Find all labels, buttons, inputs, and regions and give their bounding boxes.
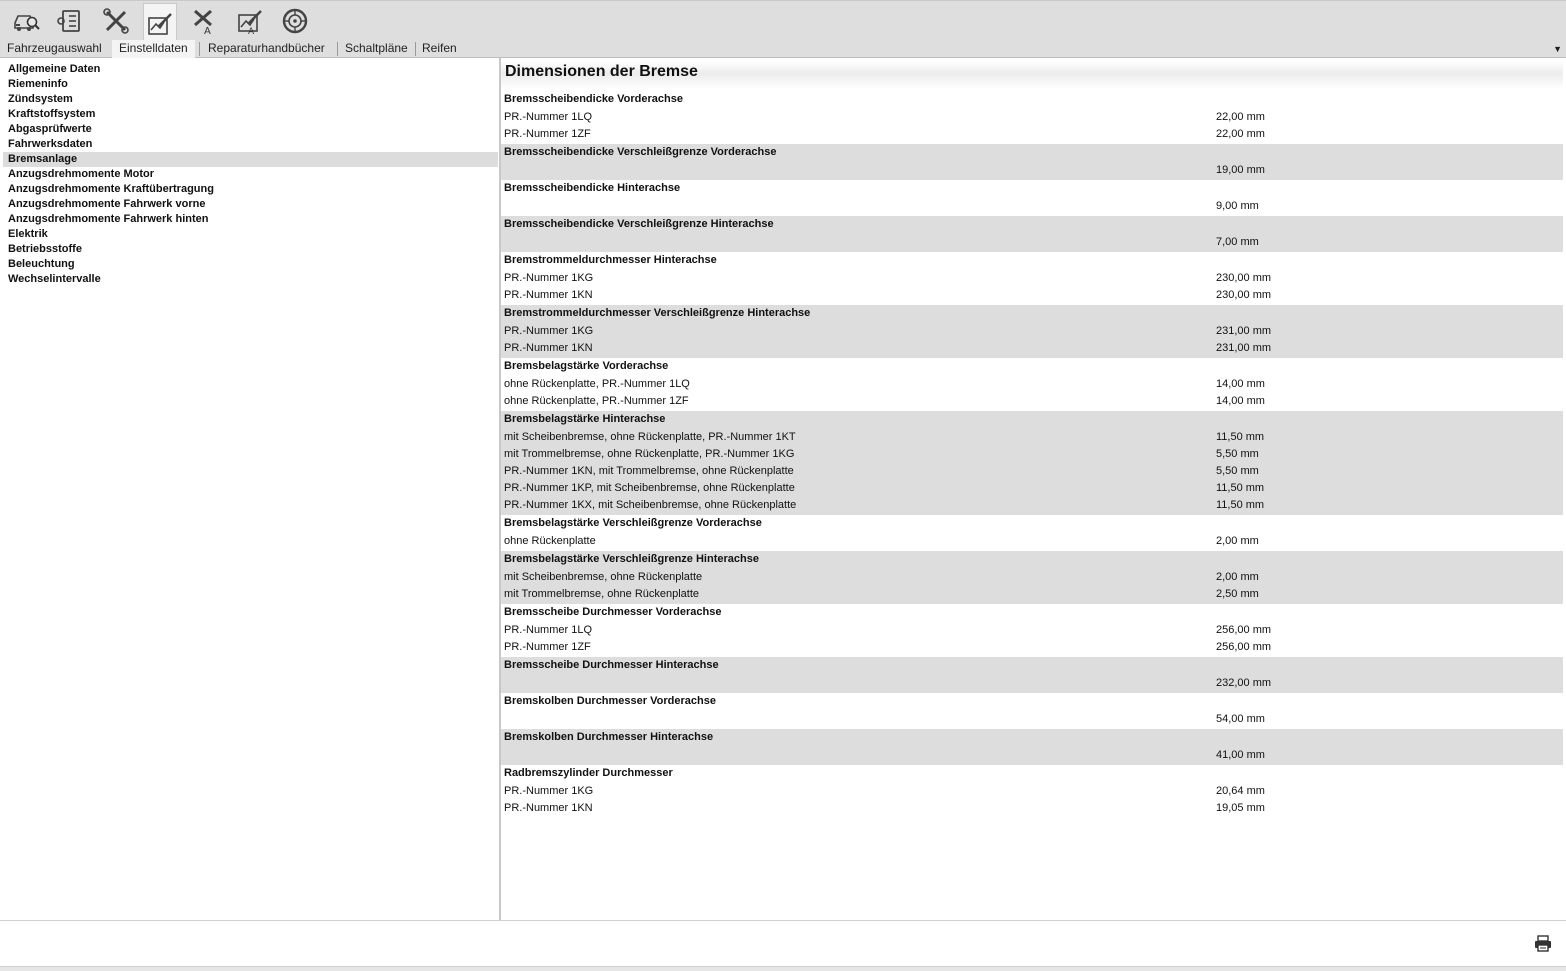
tab-schaltplaene[interactable]: Schaltpläne <box>345 41 408 55</box>
nav-item-anzugsdrehmomente-motor[interactable]: Anzugsdrehmomente Motor <box>8 168 155 180</box>
row-label: ohne Rückenplatte <box>504 535 596 547</box>
nav-item-elektrik[interactable]: Elektrik <box>8 228 48 240</box>
row-label: mit Scheibenbremse, ohne Rückenplatte <box>504 571 703 583</box>
nav-item-fahrwerksdaten[interactable]: Fahrwerksdaten <box>8 138 93 150</box>
row-value: 41,00 mm <box>1216 749 1265 761</box>
row-value: 7,00 mm <box>1216 236 1259 248</box>
group-title: Bremstrommeldurchmesser Hinterachse <box>504 254 717 266</box>
spec-group <box>501 729 1563 765</box>
tools-manual-button[interactable] <box>188 3 222 39</box>
status-strip <box>0 966 1566 971</box>
spec-group <box>501 515 1563 551</box>
group-title: Bremstrommeldurchmesser Verschleißgrenze Hinterachse <box>504 307 811 319</box>
spec-group <box>501 305 1563 358</box>
group-title: Bremsscheibe Durchmesser Hinterachse <box>504 659 719 671</box>
footer-bar <box>0 920 1566 968</box>
row-value: 231,00 mm <box>1216 342 1272 354</box>
row-label: ohne Rückenplatte, PR.-Nummer 1LQ <box>504 378 690 390</box>
row-value: 54,00 mm <box>1216 713 1265 725</box>
tools-icon <box>101 7 131 35</box>
row-label: PR.-Nummer 1KN <box>504 342 593 354</box>
nav-item-zuendsystem[interactable]: Zündsystem <box>8 93 73 105</box>
tab-einstelldaten[interactable]: Einstelldaten <box>112 40 195 58</box>
spec-group <box>501 180 1563 216</box>
wiring-diagram-button[interactable] <box>233 3 267 39</box>
spec-group <box>501 216 1563 252</box>
row-value: 19,00 mm <box>1216 164 1265 176</box>
row-label: mit Scheibenbremse, ohne Rückenplatte, PR.-Nummer 1KT <box>504 431 796 443</box>
row-label: PR.-Nummer 1LQ <box>504 111 593 123</box>
category-navigation <box>0 58 501 920</box>
group-title: Bremsbelagstärke Vorderachse <box>504 360 669 372</box>
row-value: 232,00 mm <box>1216 677 1272 689</box>
document-list-button[interactable] <box>53 3 87 39</box>
row-label: PR.-Nummer 1KG <box>504 325 594 337</box>
spec-group <box>501 765 1563 818</box>
tab-reparaturhandbuecher[interactable]: Reparaturhandbücher <box>208 41 325 55</box>
nav-item-beleuchtung[interactable]: Beleuchtung <box>8 258 75 270</box>
row-value: 230,00 mm <box>1216 272 1272 284</box>
row-value: 2,00 mm <box>1216 571 1259 583</box>
nav-item-allgemeine-daten[interactable]: Allgemeine Daten <box>8 63 101 75</box>
nav-item-anzugsdrehmomente-fahrwerk-vorne[interactable]: Anzugsdrehmomente Fahrwerk vorne <box>8 198 206 210</box>
group-title: Bremsbelagstärke Verschleißgrenze Vorderachse <box>504 517 762 529</box>
row-label: PR.-Nummer 1KX, mit Scheibenbremse, ohne Rückenplatte <box>504 499 797 511</box>
row-value: 9,00 mm <box>1216 200 1259 212</box>
print-button[interactable] <box>1534 935 1552 955</box>
row-label: ohne Rückenplatte, PR.-Nummer 1ZF <box>504 395 689 407</box>
nav-item-bremsanlage[interactable]: Bremsanlage <box>3 152 498 167</box>
row-value: 5,50 mm <box>1216 448 1259 460</box>
row-label: PR.-Nummer 1KG <box>504 272 594 284</box>
group-title: Bremsbelagstärke Verschleißgrenze Hinterachse <box>504 553 759 565</box>
wiring-diagram-icon <box>235 7 265 35</box>
row-label: PR.-Nummer 1KN <box>504 289 593 301</box>
tab-separator <box>199 42 200 56</box>
row-label: PR.-Nummer 1KP, mit Scheibenbremse, ohne Rückenplatte <box>504 482 795 494</box>
spec-group <box>501 358 1563 411</box>
row-value: 11,50 mm <box>1216 499 1265 511</box>
vehicle-search-icon <box>11 7 41 35</box>
nav-item-kraftstoffsystem[interactable]: Kraftstoffsystem <box>8 108 96 120</box>
spec-group <box>501 604 1563 657</box>
tools-button[interactable] <box>99 3 133 39</box>
tools-manual-icon <box>190 7 220 35</box>
spec-group <box>501 144 1563 180</box>
row-value: 19,05 mm <box>1216 802 1265 814</box>
row-value: 14,00 mm <box>1216 378 1265 390</box>
row-value: 256,00 mm <box>1216 641 1272 653</box>
row-value: 11,50 mm <box>1216 482 1265 494</box>
group-title: Bremsbelagstärke Hinterachse <box>504 413 666 425</box>
group-title: Bremsscheibendicke Verschleißgrenze Vorderachse <box>504 146 777 158</box>
row-label: PR.-Nummer 1KG <box>504 785 594 797</box>
svg-text:A: A <box>204 26 211 35</box>
row-value: 2,50 mm <box>1216 588 1259 600</box>
row-value: 2,00 mm <box>1216 535 1259 547</box>
nav-item-wechselintervalle[interactable]: Wechselintervalle <box>8 273 101 285</box>
group-title: Bremsscheibendicke Hinterachse <box>504 182 681 194</box>
group-title: Radbremszylinder Durchmesser <box>504 767 673 779</box>
spec-group <box>501 411 1563 515</box>
row-value: 20,64 mm <box>1216 785 1265 797</box>
page-title: Dimensionen der Bremse <box>501 61 1563 89</box>
nav-item-betriebsstoffe[interactable]: Betriebsstoffe <box>8 243 82 255</box>
tab-fahrzeugauswahl[interactable]: Fahrzeugauswahl <box>7 41 102 55</box>
spec-group <box>501 693 1563 729</box>
module-tabs <box>0 40 1566 58</box>
group-title: Bremsscheibendicke Vorderachse <box>504 93 683 105</box>
main-toolbar <box>0 0 1566 42</box>
row-label: PR.-Nummer 1KN <box>504 802 593 814</box>
group-title: Bremskolben Durchmesser Vorderachse <box>504 695 716 707</box>
wheel-button[interactable] <box>278 3 312 39</box>
adjustment-data-icon <box>145 10 175 38</box>
document-list-icon <box>55 7 85 35</box>
row-value: 14,00 mm <box>1216 395 1265 407</box>
row-label: PR.-Nummer 1KN, mit Trommelbremse, ohne Rückenplatte <box>504 465 794 477</box>
row-label: PR.-Nummer 1LQ <box>504 624 593 636</box>
row-value: 22,00 mm <box>1216 111 1265 123</box>
group-title: Bremskolben Durchmesser Hinterachse <box>504 731 714 743</box>
row-label: mit Trommelbremse, ohne Rückenplatte, PR.-Nummer 1KG <box>504 448 795 460</box>
spec-group <box>501 252 1563 305</box>
content-panel <box>501 58 1566 920</box>
row-value: 230,00 mm <box>1216 289 1272 301</box>
adjustment-data-button[interactable] <box>143 3 177 43</box>
nav-item-abgaspruefwerte[interactable]: Abgasprüfwerte <box>8 123 92 135</box>
spec-group <box>501 657 1563 693</box>
tab-reifen[interactable]: Reifen <box>422 41 457 55</box>
nav-item-riemeninfo[interactable]: Riemeninfo <box>8 78 68 90</box>
tabs-overflow-icon[interactable]: ▼ <box>1553 44 1562 54</box>
vehicle-search-button[interactable] <box>9 3 43 39</box>
row-value: 11,50 mm <box>1216 431 1265 443</box>
row-value: 256,00 mm <box>1216 624 1272 636</box>
printer-icon <box>1534 935 1552 952</box>
row-value: 22,00 mm <box>1216 128 1265 140</box>
wheel-icon <box>280 7 310 35</box>
row-label: mit Trommelbremse, ohne Rückenplatte <box>504 588 700 600</box>
row-value: 231,00 mm <box>1216 325 1272 337</box>
nav-item-anzugsdrehmomente-kraftuebertragung[interactable]: Anzugsdrehmomente Kraftübertragung <box>8 183 214 195</box>
row-value: 5,50 mm <box>1216 465 1259 477</box>
group-title: Bremsscheibendicke Verschleißgrenze Hinterachse <box>504 218 774 230</box>
row-label: PR.-Nummer 1ZF <box>504 128 591 140</box>
spec-group <box>501 91 1563 144</box>
svg-text:A: A <box>248 27 255 35</box>
nav-item-anzugsdrehmomente-fahrwerk-hinten[interactable]: Anzugsdrehmomente Fahrwerk hinten <box>8 213 209 225</box>
group-title: Bremsscheibe Durchmesser Vorderachse <box>504 606 722 618</box>
row-label: PR.-Nummer 1ZF <box>504 641 591 653</box>
spec-group <box>501 551 1563 604</box>
